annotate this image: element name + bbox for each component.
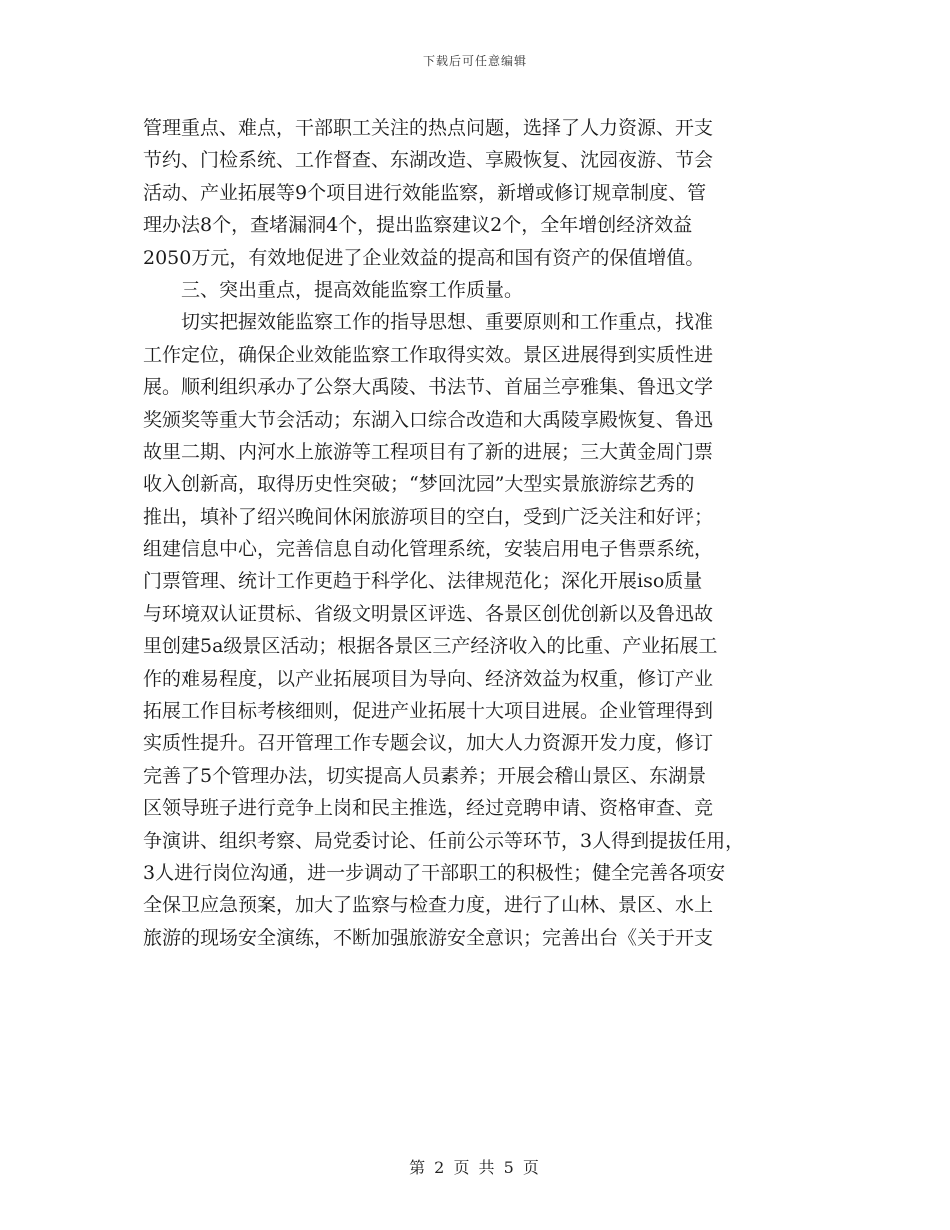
text-line: 拓展工作目标考核细则，促进产业拓展十大项目进展。企业管理得到: [143, 700, 714, 723]
text-line: 活动、产业拓展等9个项目进行效能监察，新增或修订规章制度、管: [143, 181, 707, 204]
text-line: 完善了5个管理办法，切实提高人员素养；开展会稽山景区、东湖景: [143, 764, 707, 787]
text-line: 作的难易程度，以产业拓展项目为导向、经济效益为权重，修订产业: [143, 667, 714, 690]
text-line: 里创建5a级景区活动；根据各景区三产经济收入的比重、产业拓展工: [143, 635, 718, 658]
page-header: 下载后可任意编辑: [422, 54, 527, 68]
text-line: 工作定位，确保企业效能监察工作取得实效。景区进展得到实质性进: [143, 343, 714, 366]
text-line: 门票管理、统计工作更趋于科学化、法律规范化；深化开展iso质量: [143, 570, 703, 593]
section-heading: 三、突出重点，提高效能监察工作质量。: [181, 278, 524, 301]
text-line: 推出，填补了绍兴晚间休闲旅游项目的空白，受到广泛关注和好评；: [143, 505, 714, 528]
text-line: 与环境双认证贯标、省级文明景区评选、各景区创优创新以及鲁迅故: [143, 602, 714, 625]
text-line: 管理重点、难点，干部职工关注的热点问题，选择了人力资源、开支: [143, 117, 714, 139]
text-line: 实质性提升。召开管理工作专题会议，加大人力资源开发力度，修订: [143, 732, 714, 755]
text-line: 组建信息中心，完善信息自动化管理系统，安装启用电子售票系统，: [143, 538, 714, 561]
text-line: 收入创新高，取得历史性突破；“梦回沈园”大型实景旅游综艺秀的: [143, 473, 695, 496]
text-line: 节约、门检系统、工作督查、东湖改造、享殿恢复、沈园夜游、节会: [143, 149, 714, 172]
text-line: 旅游的现场安全演练，不断加强旅游安全意识；完善出台《关于开支: [143, 926, 714, 949]
text-line: 3人进行岗位沟通，进一步调动了干部职工的积极性；健全完善各项安: [143, 861, 726, 884]
text-line: 展。顺利组织承办了公祭大禹陵、书法节、首届兰亭雅集、鲁迅文学: [143, 376, 714, 399]
paragraph-first-line: 切实把握效能监察工作的指导思想、重要原则和工作重点，找准: [181, 311, 714, 334]
page-number: 第 2 页 共 5 页: [409, 1158, 541, 1177]
text-line: 区领导班子进行竞争上岗和民主推选，经过竞聘申请、资格审查、竞: [143, 797, 714, 820]
document-body: [143, 112, 813, 954]
text-line: 奖颁奖等重大节会活动；东湖入口综合改造和大禹陵享殿恢复、鲁迅: [143, 408, 714, 431]
text-line: 全保卫应急预案，加大了监察与检查力度，进行了山林、景区、水上: [143, 894, 714, 917]
text-line: 故里二期、内河水上旅游等工程项目有了新的进展；三大黄金周门票: [143, 440, 714, 463]
text-line: 2050万元，有效地促进了企业效益的提高和国有资产的保值增值。: [143, 246, 705, 269]
text-line: 理办法8个，查堵漏洞4个，提出监察建议2个，全年增创经济效益: [143, 214, 693, 237]
text-line: 争演讲、组织考察、局党委讨论、任前公示等环节，3人得到提拔任用，: [143, 829, 745, 852]
